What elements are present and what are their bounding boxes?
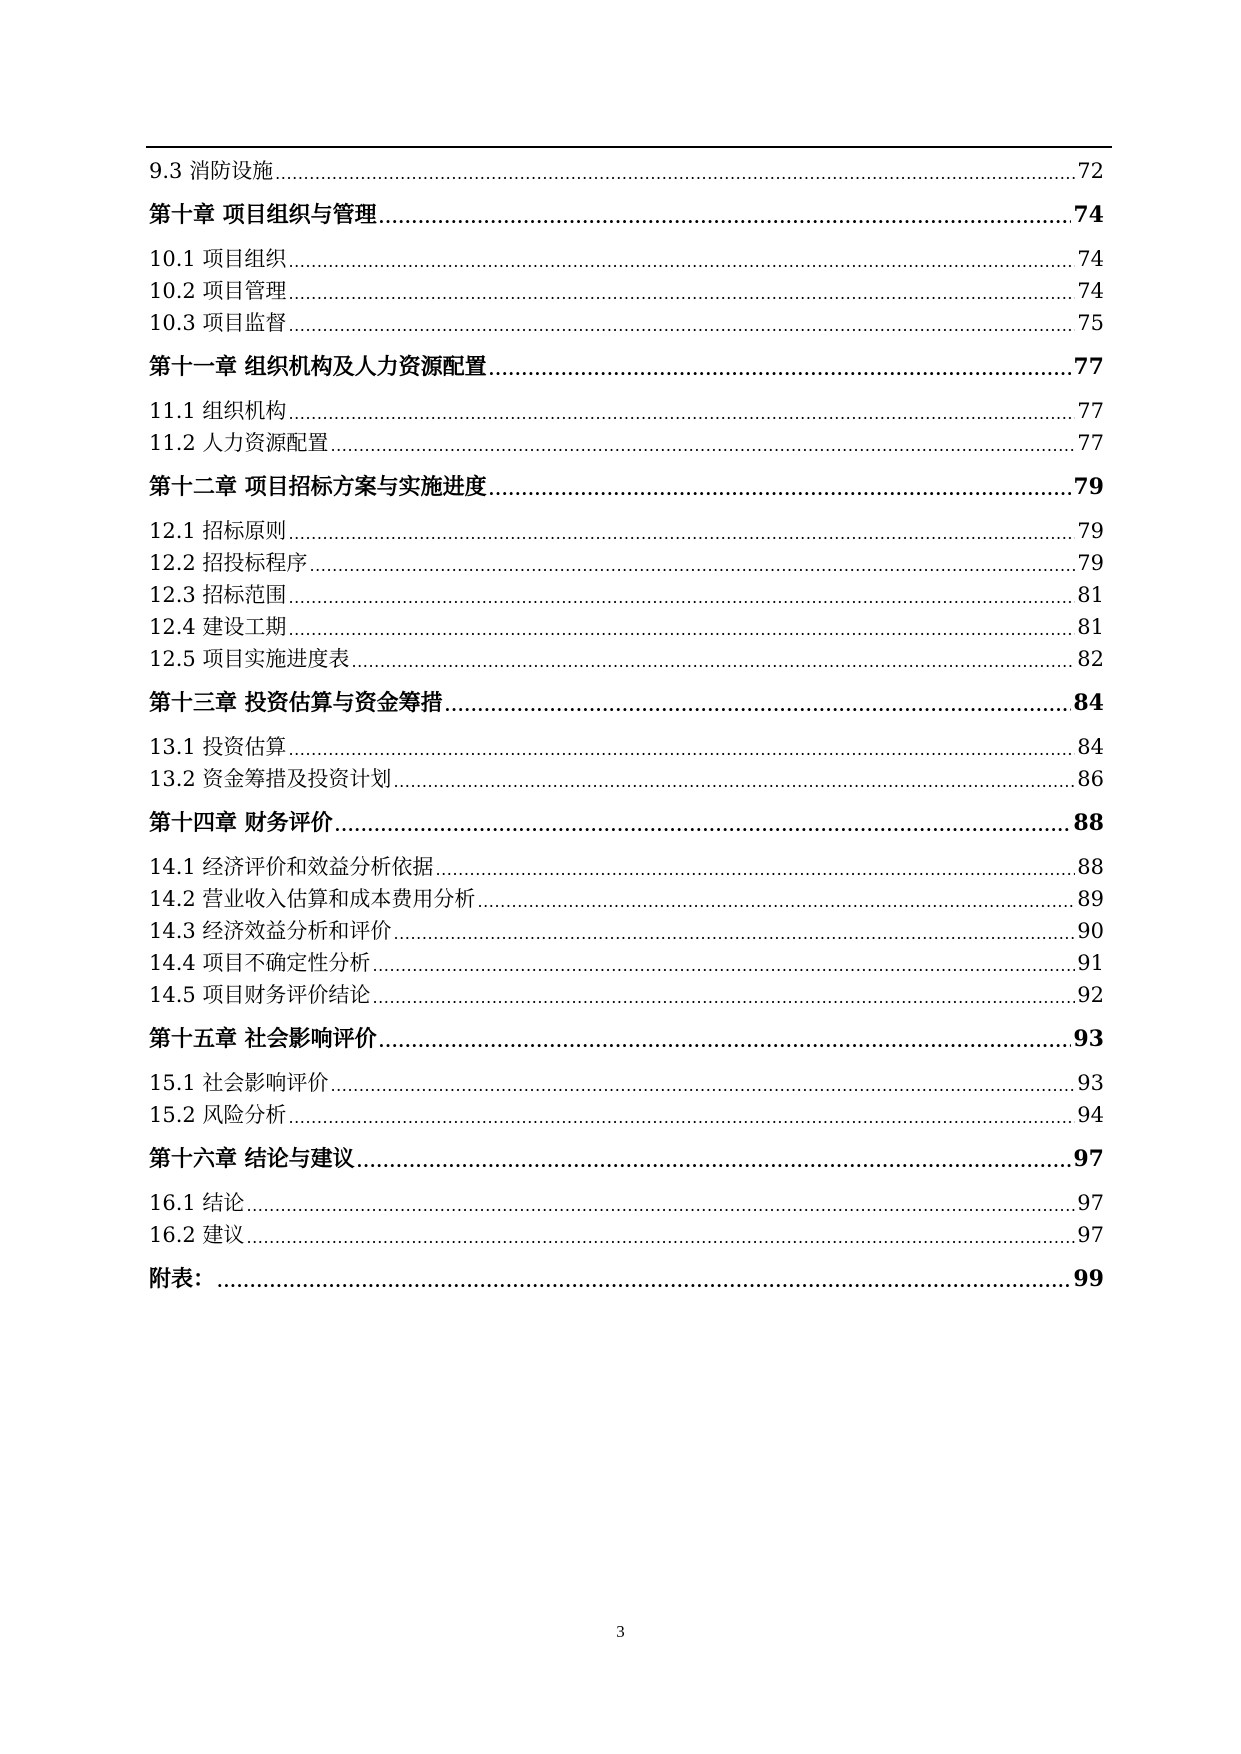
toc-entry[interactable] <box>149 726 1104 758</box>
toc-entry-title: 10.3 项目监督 <box>149 311 287 335</box>
toc-entry[interactable] <box>149 758 1104 790</box>
toc-entry-title: 12.4 建设工期 <box>149 615 287 639</box>
toc-chapter-entry[interactable] <box>149 802 1104 834</box>
dot-leader <box>288 742 1075 758</box>
dot-leader <box>288 622 1075 638</box>
toc-entry-page: 88 <box>1077 855 1104 879</box>
toc-chapter-entry[interactable] <box>149 682 1104 714</box>
table-of-contents <box>149 150 1104 1302</box>
dot-leader <box>330 438 1075 454</box>
dot-leader <box>246 1198 1075 1214</box>
dot-leader <box>288 254 1075 270</box>
dot-leader <box>335 818 1072 834</box>
toc-entry[interactable] <box>149 1182 1104 1214</box>
dot-leader <box>351 654 1075 670</box>
toc-entry-page: 77 <box>1077 431 1104 455</box>
dot-leader <box>309 558 1075 574</box>
toc-entry-page: 99 <box>1073 1266 1104 1292</box>
dot-leader <box>288 286 1075 302</box>
toc-entry[interactable] <box>149 910 1104 942</box>
dot-leader <box>393 926 1075 942</box>
toc-entry-page: 81 <box>1077 583 1104 607</box>
dot-leader <box>288 1110 1075 1126</box>
dot-leader <box>275 166 1075 182</box>
toc-entry[interactable] <box>149 1094 1104 1126</box>
dot-leader <box>372 990 1075 1006</box>
dot-leader <box>393 774 1075 790</box>
toc-entry[interactable] <box>149 974 1104 1006</box>
toc-entry[interactable] <box>149 390 1104 422</box>
toc-entry-title: 12.2 招投标程序 <box>149 551 308 575</box>
dot-leader <box>288 590 1075 606</box>
toc-entry[interactable] <box>149 150 1104 182</box>
toc-entry-page: 79 <box>1073 474 1104 500</box>
toc-entry-title: 13.1 投资估算 <box>149 735 287 759</box>
toc-entry-page: 93 <box>1077 1071 1104 1095</box>
dot-leader <box>379 1034 1072 1050</box>
toc-entry-page: 91 <box>1077 951 1104 975</box>
toc-entry-title: 14.2 营业收入估算和成本费用分析 <box>149 887 476 911</box>
toc-entry-page: 92 <box>1077 983 1104 1007</box>
toc-entry-page: 75 <box>1077 311 1104 335</box>
toc-entry-title: 第十二章 项目招标方案与实施进度 <box>149 474 487 500</box>
dot-leader <box>288 406 1075 422</box>
toc-entry[interactable] <box>149 846 1104 878</box>
toc-entry[interactable] <box>149 878 1104 910</box>
toc-entry[interactable] <box>149 422 1104 454</box>
dot-leader <box>288 526 1075 542</box>
toc-entry-page: 74 <box>1073 202 1104 228</box>
toc-chapter-entry[interactable] <box>149 346 1104 378</box>
toc-entry-title: 14.1 经济评价和效益分析依据 <box>149 855 434 879</box>
dot-leader <box>372 958 1075 974</box>
toc-entry-page: 97 <box>1077 1223 1104 1247</box>
toc-appendix-entry[interactable] <box>149 1258 1104 1290</box>
toc-entry[interactable] <box>149 238 1104 270</box>
toc-entry-title: 9.3 消防设施 <box>149 159 274 183</box>
dot-leader <box>445 698 1072 714</box>
toc-entry-title: 第十章 项目组织与管理 <box>149 202 377 228</box>
dot-leader <box>489 482 1072 498</box>
dot-leader <box>477 894 1075 910</box>
toc-entry-page: 97 <box>1073 1146 1104 1172</box>
toc-entry-page: 82 <box>1077 647 1104 671</box>
toc-entry-page: 84 <box>1073 690 1104 716</box>
toc-entry-page: 72 <box>1077 159 1104 183</box>
toc-entry-page: 81 <box>1077 615 1104 639</box>
toc-entry-title: 15.1 社会影响评价 <box>149 1071 329 1095</box>
toc-entry[interactable] <box>149 1062 1104 1094</box>
toc-entry-title: 第十六章 结论与建议 <box>149 1146 355 1172</box>
toc-entry-title: 14.4 项目不确定性分析 <box>149 951 371 975</box>
toc-chapter-entry[interactable] <box>149 1018 1104 1050</box>
toc-entry-title: 16.2 建议 <box>149 1223 245 1247</box>
toc-entry-title: 11.2 人力资源配置 <box>149 431 329 455</box>
toc-chapter-entry[interactable] <box>149 466 1104 498</box>
toc-entry[interactable] <box>149 542 1104 574</box>
dot-leader <box>379 210 1072 226</box>
toc-entry-title: 16.1 结论 <box>149 1191 245 1215</box>
toc-entry-page: 94 <box>1077 1103 1104 1127</box>
toc-entry-page: 84 <box>1077 735 1104 759</box>
toc-entry[interactable] <box>149 638 1104 670</box>
toc-entry-page: 79 <box>1077 551 1104 575</box>
toc-entry-title: 14.5 项目财务评价结论 <box>149 983 371 1007</box>
toc-chapter-entry[interactable] <box>149 1138 1104 1170</box>
dot-leader <box>217 1274 1071 1290</box>
toc-entry-page: 93 <box>1073 1026 1104 1052</box>
dot-leader <box>288 318 1075 334</box>
toc-entry[interactable] <box>149 574 1104 606</box>
dot-leader <box>435 862 1075 878</box>
toc-entry-title: 13.2 资金筹措及投资计划 <box>149 767 392 791</box>
toc-entry-page: 74 <box>1077 279 1104 303</box>
toc-entry-title: 第十五章 社会影响评价 <box>149 1026 377 1052</box>
toc-entry-page: 86 <box>1077 767 1104 791</box>
toc-entry-page: 74 <box>1077 247 1104 271</box>
toc-chapter-entry[interactable] <box>149 194 1104 226</box>
toc-entry-title: 附表： <box>149 1266 216 1292</box>
toc-entry-title: 第十一章 组织机构及人力资源配置 <box>149 354 487 380</box>
toc-entry[interactable] <box>149 606 1104 638</box>
toc-entry-title: 第十四章 财务评价 <box>149 810 333 836</box>
toc-entry-title: 15.2 风险分析 <box>149 1103 287 1127</box>
page-number: 3 <box>616 1622 625 1641</box>
toc-entry[interactable] <box>149 302 1104 334</box>
toc-entry-page: 77 <box>1073 354 1104 380</box>
toc-entry-page: 89 <box>1077 887 1104 911</box>
dot-leader <box>357 1154 1072 1170</box>
toc-entry-page: 77 <box>1077 399 1104 423</box>
dot-leader <box>330 1078 1075 1094</box>
toc-entry-title: 第十三章 投资估算与资金筹措 <box>149 690 443 716</box>
toc-entry-page: 90 <box>1077 919 1104 943</box>
toc-entry-title: 12.5 项目实施进度表 <box>149 647 350 671</box>
toc-entry-title: 11.1 组织机构 <box>149 399 287 423</box>
toc-entry-page: 97 <box>1077 1191 1104 1215</box>
toc-entry-title: 12.1 招标原则 <box>149 519 287 543</box>
dot-leader <box>246 1230 1075 1246</box>
toc-entry-title: 12.3 招标范围 <box>149 583 287 607</box>
toc-entry[interactable] <box>149 1214 1104 1246</box>
dot-leader <box>489 362 1072 378</box>
toc-entry[interactable] <box>149 942 1104 974</box>
header-rule <box>146 146 1112 148</box>
toc-entry-page: 79 <box>1077 519 1104 543</box>
toc-entry-title: 10.2 项目管理 <box>149 279 287 303</box>
toc-entry[interactable] <box>149 270 1104 302</box>
toc-entry-title: 10.1 项目组织 <box>149 247 287 271</box>
toc-entry-title: 14.3 经济效益分析和评价 <box>149 919 392 943</box>
toc-entry-page: 88 <box>1073 810 1104 836</box>
toc-entry[interactable] <box>149 510 1104 542</box>
